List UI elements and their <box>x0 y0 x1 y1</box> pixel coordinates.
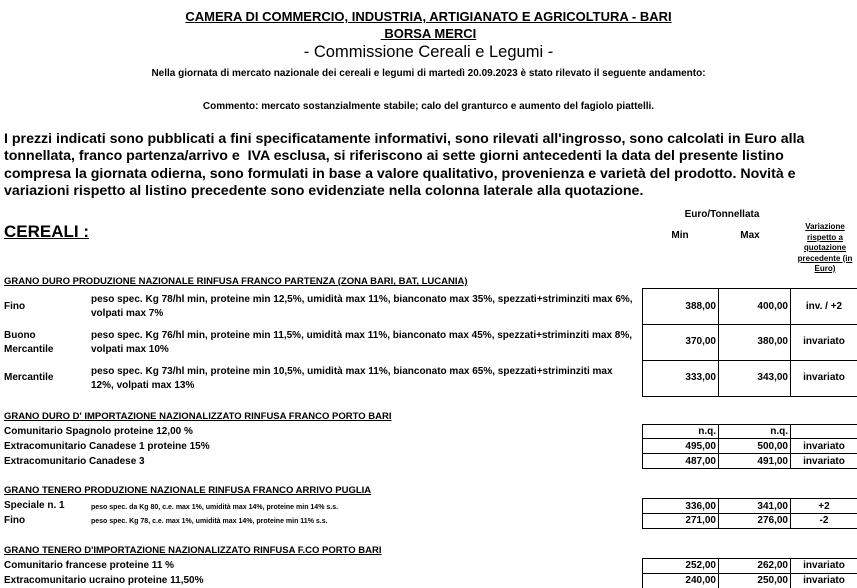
price-max: 400,00 <box>757 301 788 312</box>
row-label: Comunitario Spagnolo proteine 12,00 % <box>4 426 193 437</box>
market-comment: Commento: mercato sostanzialmente stabile; calo del granturco e aumento del fagiolo piattelli. <box>202 101 655 112</box>
table-rule <box>642 453 857 454</box>
unit-header: Euro/Tonnellata <box>684 209 760 220</box>
price-max: n.q. <box>770 426 788 437</box>
table-rule <box>642 513 857 514</box>
price-variation: -2 <box>819 515 829 526</box>
price-variation: invariato <box>803 372 845 383</box>
price-min: 487,00 <box>685 456 716 467</box>
table-rule <box>642 324 857 325</box>
price-min: 271,00 <box>685 515 716 526</box>
paragraph-line: tonnellata, franco partenza/arrivo e IVA esclusa, si riferiscono ai sette giorni antecedenti la data del presente listino <box>4 148 784 165</box>
price-variation: invariato <box>803 575 845 586</box>
variation-header: Variazione rispetto a quotazione precedente (in Euro) <box>797 222 853 273</box>
commission-title: - Commissione Cereali e Legumi - <box>303 43 554 61</box>
table-rule <box>642 424 857 425</box>
section-title-grano-tenero-nazionale: GRANO TENERO PRODUZIONE NAZIONALE RINFUSA FRANCO ARRIVO PUGLIA <box>4 485 372 496</box>
price-min: 240,00 <box>685 575 716 586</box>
table-rule <box>642 288 643 397</box>
row-description: peso spec. Kg 78/hl min, proteine min 12,5%, umidità max 11%, bianconato max 35%, spezzati+striminziti max 6%, volpati max 7% <box>91 294 633 319</box>
paragraph-line: I prezzi indicati sono pubblicati a fini specificatamente informativi, sono rilevati all'ingrosso, sono calcolati in Euro alla <box>4 131 805 147</box>
price-max: 343,00 <box>757 372 788 383</box>
row-label: Fino <box>4 301 26 312</box>
price-min: 336,00 <box>685 501 716 512</box>
min-header: Min <box>671 230 689 241</box>
disclaimer-paragraph <box>4 131 857 200</box>
price-max: 341,00 <box>757 501 788 512</box>
row-label: Extracomunitario Canadese 1 proteine 15% <box>4 441 210 452</box>
table-rule <box>642 396 857 397</box>
table-rule <box>642 468 857 469</box>
row-label: Buono Mercantile <box>4 330 54 355</box>
table-rule <box>642 573 857 574</box>
section-title-grano-duro-importazione: GRANO DURO D' IMPORTAZIONE NAZIONALIZZATO RINFUSA FRANCO PORTO BARI <box>4 411 392 422</box>
market-intro: Nella giornata di mercato nazionale dei cereali e legumi di martedì 20.09.2023 è stato rilevato il seguente andamento: <box>151 68 706 79</box>
price-min: 333,00 <box>685 372 716 383</box>
paragraph-line: variazioni rispetto al listino precedente sono evidenziate nella colonna laterale alla quotazione. <box>4 182 644 199</box>
price-variation: +2 <box>818 501 830 512</box>
cereali-heading: CEREALI : <box>4 222 89 241</box>
row-label: Comunitario francese proteine 11 % <box>4 560 175 571</box>
price-min: 370,00 <box>685 336 716 347</box>
row-label: Extracomunitario Canadese 3 <box>4 456 145 467</box>
price-max: 276,00 <box>757 515 788 526</box>
price-max: 250,00 <box>757 575 788 586</box>
row-description: peso spec. Kg 73/hl min, proteine min 10,5%, umidità max 11%, bianconato max 65%, spezzati+striminziti max 12%, volpati max 13% <box>91 366 613 391</box>
row-label: Extracomunitario ucraino proteine 11,50% <box>4 575 204 586</box>
table-rule <box>642 498 857 499</box>
row-label: Fino <box>4 515 26 526</box>
section-title-grano-tenero-importazione: GRANO TENERO D'IMPORTAZIONE NAZIONALIZZATO RINFUSA F.CO PORTO BARI <box>4 545 382 556</box>
price-variation: invariato <box>803 560 845 571</box>
price-min: 252,00 <box>685 560 716 571</box>
price-variation: inv. / +2 <box>805 301 843 312</box>
price-variation: invariato <box>803 441 845 452</box>
section-title-grano-duro-nazionale: GRANO DURO PRODUZIONE NAZIONALE RINFUSA FRANCO PARTENZA (ZONA BARI, BAT, LUCANIA) <box>4 276 468 287</box>
price-max: 380,00 <box>757 336 788 347</box>
table-rule <box>642 558 857 559</box>
table-rule <box>642 438 857 439</box>
table-rule <box>642 424 643 469</box>
price-min: 495,00 <box>685 441 716 452</box>
table-rule <box>642 360 857 361</box>
row-description: peso spec. Kg 76/hl min, proteine min 11,5%, umidità max 11%, bianconato max 45%, spezzati+striminziti max 8%, volpati max 10% <box>91 330 633 355</box>
paragraph-line: compresa la giornata odierna, sono formulati in base a valore qualitativo, provenienza e varietà del prodotto. Novità e <box>4 165 796 182</box>
borsa-merci-title: BORSA MERCI <box>380 26 477 41</box>
table-rule <box>642 288 857 289</box>
row-description: peso spec. da Kg 80, c.e. max 1%, umidità max 14%, proteine min 14% s.s. <box>91 504 339 511</box>
price-variation: invariato <box>803 456 845 467</box>
price-min: 388,00 <box>685 301 716 312</box>
table-rule <box>642 528 857 529</box>
price-variation: invariato <box>803 336 845 347</box>
price-min: n.q. <box>698 426 716 437</box>
row-description: peso spec. Kg 78, c.e. max 1%, umidità max 14%, proteine min 11% s.s. <box>91 518 328 525</box>
price-max: 500,00 <box>757 441 788 452</box>
row-label: Mercantile <box>4 372 54 383</box>
price-max: 262,00 <box>757 560 788 571</box>
max-header: Max <box>740 230 760 241</box>
row-label: Speciale n. 1 <box>4 500 65 511</box>
chamber-title: CAMERA DI COMMERCIO, INDUSTRIA, ARTIGIANATO E AGRICOLTURA - BARI <box>185 9 672 24</box>
price-max: 491,00 <box>757 456 788 467</box>
